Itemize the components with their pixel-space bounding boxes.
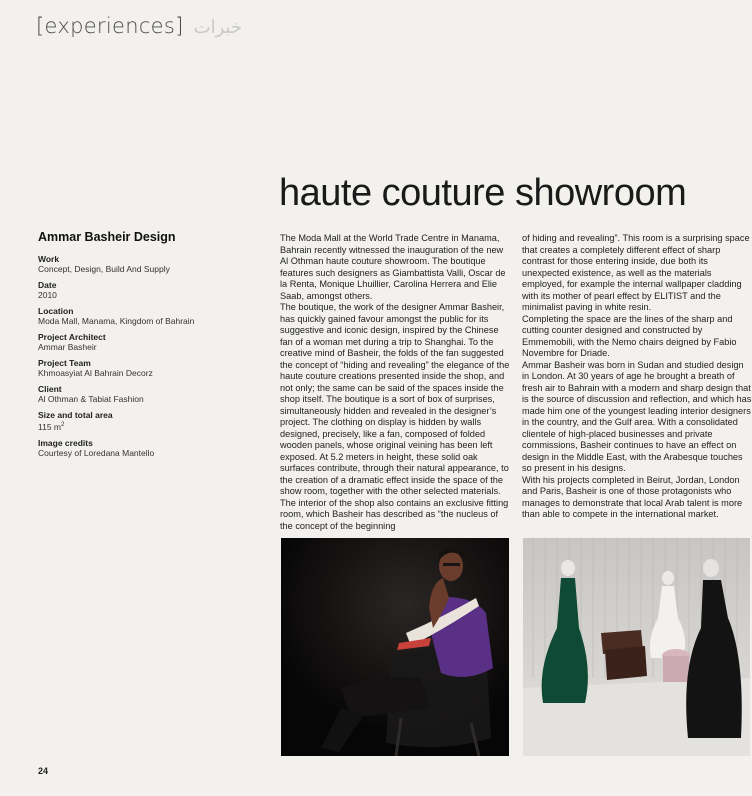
paragraph: The boutique, the work of the designer Ammar Basheir, has quickly gained favour amongst the public for its suggestive and iconic design, inspired by the Chinese fan of a woman met during a trip to Shanghai. To the creative mind of Basheir, the folds of the fan suggested the concept of “hiding and revealing” the elegance of the haute couture creations presented inside the shop, and not only; the same can be said of the spaces inside the shop itself. The boutique is a sort of box of surprises, simultaneously hidden and revealed in the designer’s project. The clothing on display is hidden by walls designed, precisely, like a fan, composed of folded wooden panels, whose original veining has been left exposed. At 5.2 meters in height, these solid oak surfaces contribute, through their natural appearance, to the creation of a dramatic effect inside the space of the show room, together with the other selected materials. The interior of the shop also contains an exclusive fitting room, which Basheir has described as “the nucleus of the concept of the beginning [280,302,510,531]
area-value: 115 m [38,421,61,432]
info-value: 2010 [38,290,57,300]
section-tag [36,14,242,38]
info-label: Project Team [38,358,91,368]
info-value: Khmoasyiat Al Bahrain Decorz [38,368,153,378]
designer-name: Ammar Basheir Design [38,230,176,244]
info-item-location [38,306,248,326]
info-value [38,420,248,432]
page-number: 24 [38,766,49,776]
section-label-arabic: خبرات [193,17,243,38]
boutique-interior-photo [523,538,750,756]
boutique-interior-illustration [523,538,750,756]
info-label: Client [38,384,62,394]
section-label: [experiences] [36,14,184,38]
info-label: Location [38,306,74,316]
info-item-size [38,410,248,432]
info-item-team [38,358,248,378]
info-value: Al Othman & Tabiat Fashion [38,394,144,404]
info-value: Ammar Basheir [38,342,97,352]
info-item-work [38,254,248,274]
info-item-client [38,384,248,404]
paragraph: Ammar Basheir was born in Sudan and studied design in London. At 30 years of age he brought a breath of fresh air to Bahrain with a modern and sharp design that is the source of discussion and reflection, and which has made him one of the youngest leading interior designers in the country, and the Gulf area. With a consolidated clientele of high-placed businesses and private commissions, Basheir continues to have an effect on design in the Middle East, with the Arabesque touches so present in his designs. [522,359,752,473]
info-item-architect [38,332,248,352]
info-item-date [38,280,248,300]
paragraph: With his projects completed in Beirut, Jordan, London and Paris, Basheir is one of those protagonists who manages to demonstrate that local Arab talent is more than able to compete in the international market. [522,474,743,519]
project-info-sidebar [38,230,248,464]
info-label: Project Architect [38,332,106,342]
page-title: haute couture showroom [279,172,687,214]
info-item-credits [38,438,248,458]
area-unit-superscript: 2 [61,422,65,428]
designer-portrait-illustration [281,538,509,756]
body-column-1 [280,233,510,532]
info-value: Concept, Design, Build And Supply [38,264,170,274]
body-column-2 [522,233,752,521]
info-label: Image credits [38,437,93,448]
info-label: Date [38,280,57,290]
info-value: Courtesy of Loredana Mantello [38,447,155,458]
designer-portrait-photo [281,538,509,756]
paragraph: The Moda Mall at the World Trade Centre in Manama, Bahrain recently witnessed the inauguration of the new Al Othman haute couture showroom. The boutique features such designers as Giambattista Valli, Oscar de la Renta, Monique Lhuillier, Carolina Herrera and Elie Saab, amongst others. [280,233,506,301]
info-label: Size and total area [38,410,113,420]
info-value: Moda Mall, Manama, Kingdom of Bahrain [38,316,195,326]
paragraph: Completing the space are the lines of the sharp and cutting counter designed and constructed by Emmemobili, with the Nemo chairs deigned by Fabio Novembre for Driade. [522,313,737,358]
info-label: Work [38,254,60,264]
paragraph: of hiding and revealing”. This room is a surprising space that creates a completely different effect of sharp contrast for those entering inside, due both its unexpected existence, as well as the materials employed, for example the internal wallpaper cladding with its mother of pearl effect by ELITIST and the minimalist paving in white resin. [522,233,750,312]
